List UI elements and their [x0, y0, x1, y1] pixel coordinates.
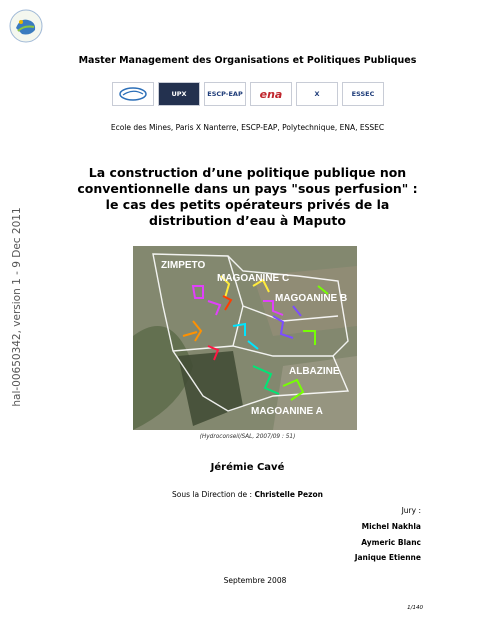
map-label-zimpeto: ZIMPETO [161, 260, 206, 271]
map-label-magoanine-b: MAGOANINE B [275, 293, 348, 304]
jury-label: Jury : [401, 506, 421, 515]
partner-logos [112, 82, 412, 108]
map-caption: (Hydroconseil/SAL, 2007/09 : 51) [199, 434, 296, 440]
ecole-des-mines-logo [112, 82, 154, 106]
map-label-magoanine-a: MAGOANINE A [251, 406, 323, 417]
paris-x-logo-text: UPX [171, 90, 187, 98]
map-label-albazine: ALBAZINE [289, 366, 340, 377]
ecole-des-mines-logo-mark [118, 86, 148, 102]
submission-date: Septembre 2008 [223, 576, 287, 585]
title-line-3: le cas des petits opérateurs privés de la [105, 197, 390, 212]
polytechnique-logo [296, 82, 338, 106]
thesis-title [70, 165, 425, 229]
schools-line: Ecole des Mines, Paris X Nanterre, ESCP-EAP, Polytechnique, ENA, ESSEC [110, 123, 385, 132]
author-name: Jérémie Cavé [210, 462, 285, 473]
program-title: Master Management des Organisations et Politiques Publiques [78, 55, 417, 66]
supervision-prefix: Sous la Direction de : [172, 490, 253, 499]
essec-logo [342, 82, 384, 106]
escp-eap-logo [204, 82, 246, 106]
ena-logo-text: ena [259, 87, 283, 101]
essec-logo-text: ESSEC [351, 90, 375, 98]
supervisor-name: Christelle Pezon [254, 490, 323, 499]
supervision-line [0, 490, 495, 499]
map-label-magoanine-c: MAGOANINE C [217, 273, 290, 284]
title-line-4: distribution d’eau à Maputo [149, 213, 346, 228]
title-line-2: conventionnelle dans un pays "sous perfusion" : [77, 181, 418, 196]
escp-eap-logo-text: ESCP-EAP [207, 90, 243, 98]
jury-member: Aymeric Blanc [361, 538, 421, 547]
polytechnique-logo-text: X [314, 90, 320, 98]
hal-logo [8, 8, 44, 44]
ena-logo [250, 82, 292, 106]
maputo-satellite-map [133, 246, 357, 430]
page-number: 1/140 [407, 605, 423, 611]
jury-member: Janique Etienne [354, 553, 421, 562]
paris-x-logo [158, 82, 200, 106]
title-line-1: La construction d’une politique publique non [88, 165, 407, 180]
jury-member: Michel Nakhla [361, 522, 421, 531]
hal-identifier-label: hal-00650342, version 1 - 9 Dec 2011 [11, 207, 23, 407]
